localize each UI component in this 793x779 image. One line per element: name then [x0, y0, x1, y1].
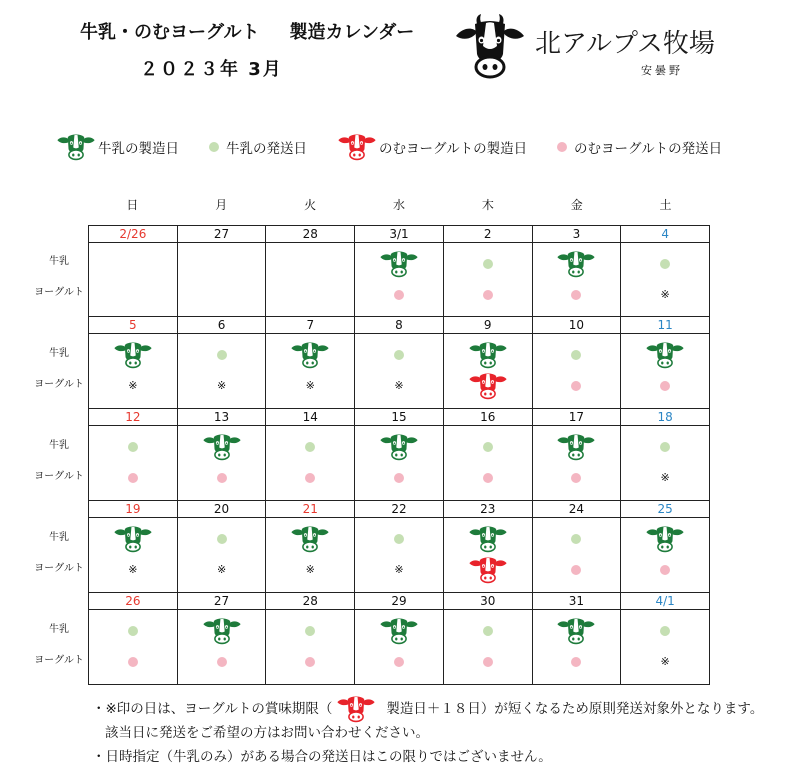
- pink-dot-icon: [394, 657, 404, 667]
- day-body: [533, 334, 621, 408]
- pink-dot-icon: [217, 473, 227, 483]
- green-cow-icon: [379, 433, 419, 461]
- brand-name: 北アルプス牧場: [535, 29, 715, 59]
- page-title: [80, 23, 414, 43]
- week-row-labels: [30, 593, 88, 685]
- note-line-1: [92, 695, 763, 723]
- day-body: [266, 334, 354, 408]
- calendar-day: [178, 501, 267, 592]
- note-text: ・※印の日は、ヨーグルトの賞味期限（: [92, 701, 333, 717]
- yogurt-slot: [533, 279, 621, 310]
- red-cow-icon: [468, 556, 508, 584]
- calendar-day: [444, 409, 533, 500]
- weekday-header: 水: [392, 198, 405, 212]
- day-date: 6: [178, 317, 266, 334]
- excluded-mark: ※: [128, 562, 138, 576]
- green-cow-icon: [113, 341, 153, 369]
- day-body: [266, 243, 354, 316]
- day-body: [355, 610, 443, 684]
- calendar-day: [621, 409, 710, 500]
- day-date: 17: [533, 409, 621, 426]
- day-body: [178, 518, 266, 592]
- week-row-labels: [30, 317, 88, 409]
- calendar-day: [533, 317, 622, 408]
- day-date: 14: [266, 409, 354, 426]
- yogurt-slot: [266, 370, 354, 401]
- milk-slot: [533, 523, 621, 554]
- green-dot-icon: [483, 626, 493, 636]
- week-days: [88, 225, 710, 317]
- green-dot-icon: [660, 626, 670, 636]
- day-date: 22: [355, 501, 443, 518]
- row-label-yogurt: ヨーグルト: [34, 287, 84, 298]
- yogurt-slot: [266, 554, 354, 585]
- calendar-day: [444, 317, 533, 408]
- pink-dot-icon: [394, 473, 404, 483]
- excluded-mark: ※: [305, 378, 315, 392]
- note-text: 製造日＋１８日）が短くなるため原則発送対象外となります。: [386, 701, 764, 717]
- pink-dot-icon: [305, 657, 315, 667]
- milk-slot: [444, 615, 532, 646]
- calendar-day: [178, 593, 267, 684]
- red-cow-icon: [468, 372, 508, 400]
- pink-dot-icon: [128, 657, 138, 667]
- green-cow-icon: [645, 525, 685, 553]
- milk-slot: [621, 431, 709, 462]
- calendar-day: [444, 226, 533, 316]
- excluded-mark: ※: [216, 378, 227, 392]
- milk-slot: [355, 339, 443, 370]
- day-date: 20: [178, 501, 266, 518]
- excluded-mark: ※: [305, 562, 315, 576]
- legend-label: 牛乳の発送日: [226, 141, 307, 157]
- day-body: [178, 243, 266, 316]
- legend-milk-shipping: [209, 133, 307, 161]
- milk-slot: [266, 339, 354, 370]
- day-body: [355, 334, 443, 408]
- yogurt-slot: [444, 646, 532, 677]
- calendar-grid: [30, 225, 710, 685]
- weekday-header: 火: [304, 198, 317, 212]
- calendar-day: [89, 226, 178, 316]
- milk-slot: [533, 615, 621, 646]
- milk-slot: [89, 523, 177, 554]
- calendar-day: [533, 593, 622, 684]
- calendar-day: [266, 501, 355, 592]
- weekday-header: 月: [215, 198, 228, 212]
- day-date: 5: [89, 317, 177, 334]
- green-dot-icon: [571, 534, 581, 544]
- milk-slot: [533, 339, 621, 370]
- day-body: [266, 518, 354, 592]
- green-dot-icon: [217, 534, 227, 544]
- day-body: [178, 610, 266, 684]
- yogurt-slot: [621, 462, 709, 493]
- green-dot-icon: [209, 142, 219, 152]
- calendar-week: [30, 501, 710, 593]
- weekday-header: 日: [126, 198, 139, 212]
- green-cow-icon: [202, 433, 242, 461]
- milk-slot: [533, 431, 621, 462]
- cow-logo-icon: [455, 12, 525, 80]
- pink-dot-icon: [571, 290, 581, 300]
- calendar-day: [266, 317, 355, 408]
- green-cow-icon: [202, 617, 242, 645]
- green-cow-icon: [290, 525, 330, 553]
- calendar-day: [355, 409, 444, 500]
- day-date: 23: [444, 501, 532, 518]
- day-body: [355, 518, 443, 592]
- row-label-yogurt: ヨーグルト: [34, 471, 84, 482]
- day-body: [266, 610, 354, 684]
- legend-yogurt-shipping: [557, 133, 722, 161]
- calendar-week: [30, 593, 710, 685]
- green-dot-icon: [128, 626, 138, 636]
- legend-label: 牛乳の製造日: [98, 141, 179, 157]
- green-cow-icon: [113, 525, 153, 553]
- day-body: [444, 426, 532, 500]
- yogurt-slot: [89, 279, 177, 310]
- row-label-milk: 牛乳: [49, 532, 69, 543]
- day-body: [355, 426, 443, 500]
- calendar-week: [30, 409, 710, 501]
- milk-slot: [89, 615, 177, 646]
- row-label-yogurt: ヨーグルト: [34, 379, 84, 390]
- weekday-header-row: [88, 197, 710, 213]
- yogurt-slot: [355, 646, 443, 677]
- yogurt-slot: [533, 462, 621, 493]
- day-date: 16: [444, 409, 532, 426]
- week-days: [88, 409, 710, 501]
- calendar-day: [178, 409, 267, 500]
- green-cow-icon: [468, 341, 508, 369]
- milk-slot: [266, 248, 354, 279]
- milk-slot: [178, 339, 266, 370]
- excluded-mark: ※: [216, 562, 227, 576]
- milk-slot: [621, 248, 709, 279]
- weekday-header: 金: [570, 198, 583, 212]
- pink-dot-icon: [571, 381, 581, 391]
- milk-slot: [355, 615, 443, 646]
- brand-area: 安曇野: [641, 64, 683, 77]
- week-row-labels: [30, 501, 88, 593]
- yogurt-slot: [89, 462, 177, 493]
- row-label-yogurt: ヨーグルト: [34, 563, 84, 574]
- milk-slot: [444, 339, 532, 370]
- day-body: [266, 426, 354, 500]
- day-date: 7: [266, 317, 354, 334]
- legend-label: のむヨーグルトの製造日: [379, 141, 528, 157]
- day-date: 3: [533, 226, 621, 243]
- yogurt-slot: [89, 646, 177, 677]
- day-body: [533, 426, 621, 500]
- calendar-week: [30, 225, 710, 317]
- yogurt-slot: [178, 370, 266, 401]
- calendar-day: [533, 226, 622, 316]
- pink-dot-icon: [571, 473, 581, 483]
- milk-slot: [355, 431, 443, 462]
- note-line-2: 該当日に発送をご希望の方はお問い合わせください。: [105, 725, 429, 741]
- calendar-day: [89, 409, 178, 500]
- calendar-day: [621, 593, 710, 684]
- yogurt-slot: [355, 370, 443, 401]
- yogurt-slot: [533, 554, 621, 585]
- day-date: 4/1: [621, 593, 709, 610]
- row-label-milk: 牛乳: [49, 624, 69, 635]
- milk-slot: [89, 248, 177, 279]
- calendar-day: [621, 317, 710, 408]
- calendar-day: [266, 593, 355, 684]
- legend-label: のむヨーグルトの発送日: [574, 141, 723, 157]
- yogurt-slot: [444, 279, 532, 310]
- weekday-header: 木: [481, 198, 494, 212]
- day-body: [444, 334, 532, 408]
- day-date: 28: [266, 226, 354, 243]
- excluded-mark: ※: [394, 562, 404, 576]
- week-row-labels: [30, 225, 88, 317]
- yogurt-slot: [621, 279, 709, 310]
- day-date: 4: [621, 226, 709, 243]
- yogurt-slot: [89, 554, 177, 585]
- calendar-day: [266, 226, 355, 316]
- note-line-3: ・日時指定（牛乳のみ）がある場合の発送日はこの限りではございません。: [92, 749, 552, 765]
- calendar-day: [533, 409, 622, 500]
- day-date: 19: [89, 501, 177, 518]
- week-days: [88, 593, 710, 685]
- day-date: 28: [266, 593, 354, 610]
- yogurt-slot: [621, 646, 709, 677]
- title-products: 牛乳・のむヨーグルト: [80, 22, 260, 43]
- yogurt-slot: [89, 370, 177, 401]
- day-date: 9: [444, 317, 532, 334]
- yogurt-slot: [266, 646, 354, 677]
- day-body: [178, 334, 266, 408]
- yogurt-slot: [533, 370, 621, 401]
- yogurt-slot: [621, 554, 709, 585]
- green-dot-icon: [128, 442, 138, 452]
- day-body: [89, 610, 177, 684]
- week-row-labels: [30, 409, 88, 501]
- calendar-week: [30, 317, 710, 409]
- green-dot-icon: [394, 350, 404, 360]
- day-date: 10: [533, 317, 621, 334]
- yogurt-slot: [355, 554, 443, 585]
- calendar-day: [89, 593, 178, 684]
- day-body: [355, 243, 443, 316]
- pink-dot-icon: [660, 565, 670, 575]
- day-body: [89, 426, 177, 500]
- day-date: 25: [621, 501, 709, 518]
- weekday-header: 土: [659, 198, 672, 212]
- yogurt-slot: [444, 462, 532, 493]
- excluded-mark: ※: [394, 378, 404, 392]
- yogurt-slot: [444, 554, 532, 585]
- yogurt-slot: [178, 646, 266, 677]
- day-date: 26: [89, 593, 177, 610]
- day-date: 2: [444, 226, 532, 243]
- pink-dot-icon: [128, 473, 138, 483]
- day-date: 30: [444, 593, 532, 610]
- calendar-day: [444, 593, 533, 684]
- title-calendar: 製造カレンダー: [289, 22, 415, 43]
- day-date: 11: [621, 317, 709, 334]
- green-cow-icon: [290, 341, 330, 369]
- day-date: 3/1: [355, 226, 443, 243]
- day-body: [444, 610, 532, 684]
- milk-slot: [444, 431, 532, 462]
- day-body: [444, 518, 532, 592]
- row-label-milk: 牛乳: [49, 440, 69, 451]
- day-date: 13: [178, 409, 266, 426]
- green-cow-icon: [379, 617, 419, 645]
- milk-slot: [178, 615, 266, 646]
- day-date: 31: [533, 593, 621, 610]
- calendar-day: [355, 317, 444, 408]
- milk-slot: [266, 615, 354, 646]
- milk-slot: [621, 339, 709, 370]
- day-body: [621, 243, 709, 316]
- milk-slot: [178, 248, 266, 279]
- pink-dot-icon: [557, 142, 567, 152]
- yogurt-slot: [355, 462, 443, 493]
- green-cow-icon: [379, 250, 419, 278]
- day-body: [621, 334, 709, 408]
- red-cow-icon: [336, 695, 376, 723]
- milk-slot: [533, 248, 621, 279]
- milk-slot: [444, 248, 532, 279]
- milk-slot: [355, 248, 443, 279]
- calendar-day: [89, 501, 178, 592]
- pink-dot-icon: [660, 381, 670, 391]
- milk-slot: [621, 523, 709, 554]
- day-date: 15: [355, 409, 443, 426]
- day-date: 24: [533, 501, 621, 518]
- day-body: [533, 610, 621, 684]
- green-cow-icon: [645, 341, 685, 369]
- calendar-month: ２０２３年 3月: [140, 59, 283, 80]
- milk-slot: [178, 431, 266, 462]
- milk-slot: [178, 523, 266, 554]
- pink-dot-icon: [483, 657, 493, 667]
- day-body: [89, 243, 177, 316]
- calendar-day: [89, 317, 178, 408]
- green-dot-icon: [571, 350, 581, 360]
- green-dot-icon: [394, 534, 404, 544]
- green-cow-icon: [556, 433, 596, 461]
- calendar-day: [266, 409, 355, 500]
- green-dot-icon: [483, 442, 493, 452]
- green-dot-icon: [660, 259, 670, 269]
- pink-dot-icon: [571, 565, 581, 575]
- yogurt-slot: [178, 554, 266, 585]
- day-date: 21: [266, 501, 354, 518]
- green-dot-icon: [483, 259, 493, 269]
- day-body: [533, 243, 621, 316]
- milk-slot: [266, 523, 354, 554]
- day-date: 2/26: [89, 226, 177, 243]
- red-cow-icon: [337, 133, 377, 161]
- day-date: 27: [178, 226, 266, 243]
- day-body: [533, 518, 621, 592]
- pink-dot-icon: [483, 290, 493, 300]
- yogurt-slot: [266, 462, 354, 493]
- milk-slot: [89, 339, 177, 370]
- day-body: [89, 518, 177, 592]
- pink-dot-icon: [217, 657, 227, 667]
- row-label-milk: 牛乳: [49, 256, 69, 267]
- row-label-yogurt: ヨーグルト: [34, 655, 84, 666]
- calendar-day: [533, 501, 622, 592]
- green-dot-icon: [305, 626, 315, 636]
- excluded-mark: ※: [660, 470, 670, 484]
- day-body: [89, 334, 177, 408]
- calendar-day: [355, 501, 444, 592]
- day-body: [621, 610, 709, 684]
- yogurt-slot: [178, 279, 266, 310]
- green-dot-icon: [660, 442, 670, 452]
- green-cow-icon: [56, 133, 96, 161]
- yogurt-slot: [533, 646, 621, 677]
- yogurt-slot: [355, 279, 443, 310]
- green-dot-icon: [305, 442, 315, 452]
- calendar-day: [621, 501, 710, 592]
- calendar-day: [355, 593, 444, 684]
- yogurt-slot: [621, 370, 709, 401]
- calendar-day: [621, 226, 710, 316]
- pink-dot-icon: [394, 290, 404, 300]
- legend-yogurt-production: [337, 133, 527, 161]
- green-cow-icon: [556, 617, 596, 645]
- pink-dot-icon: [305, 473, 315, 483]
- day-date: 12: [89, 409, 177, 426]
- pink-dot-icon: [571, 657, 581, 667]
- yogurt-slot: [266, 279, 354, 310]
- day-body: [621, 518, 709, 592]
- day-body: [621, 426, 709, 500]
- day-body: [178, 426, 266, 500]
- green-cow-icon: [556, 250, 596, 278]
- calendar-day: [355, 226, 444, 316]
- green-cow-icon: [468, 525, 508, 553]
- calendar-day: [178, 226, 267, 316]
- calendar-day: [178, 317, 267, 408]
- day-body: [444, 243, 532, 316]
- day-date: 18: [621, 409, 709, 426]
- green-dot-icon: [217, 350, 227, 360]
- day-date: 8: [355, 317, 443, 334]
- legend-milk-production: [56, 133, 179, 161]
- day-date: 29: [355, 593, 443, 610]
- milk-slot: [355, 523, 443, 554]
- week-days: [88, 501, 710, 593]
- row-label-milk: 牛乳: [49, 348, 69, 359]
- day-date: 27: [178, 593, 266, 610]
- milk-slot: [444, 523, 532, 554]
- milk-slot: [621, 615, 709, 646]
- week-days: [88, 317, 710, 409]
- yogurt-slot: [444, 370, 532, 401]
- calendar-day: [444, 501, 533, 592]
- excluded-mark: ※: [660, 287, 670, 301]
- milk-slot: [89, 431, 177, 462]
- yogurt-slot: [178, 462, 266, 493]
- milk-slot: [266, 431, 354, 462]
- excluded-mark: ※: [660, 654, 670, 668]
- pink-dot-icon: [483, 473, 493, 483]
- excluded-mark: ※: [128, 378, 138, 392]
